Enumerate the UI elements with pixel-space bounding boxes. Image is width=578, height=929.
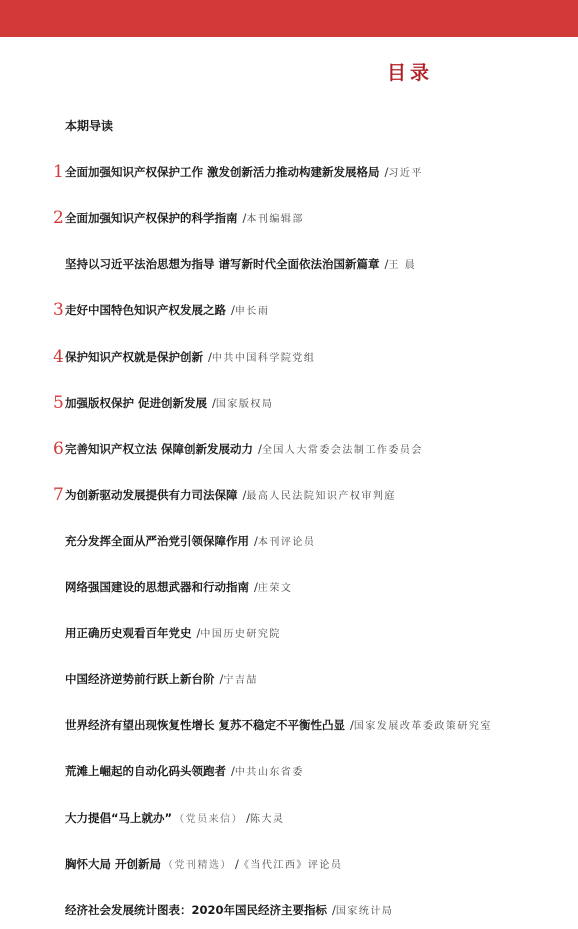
toc-item-number: 4 — [53, 346, 64, 367]
toc-item-number: 5 — [53, 392, 64, 413]
toc-item-title: 用正确历史观看百年党史 — [65, 626, 192, 641]
toc-item-separator: / — [246, 810, 250, 825]
toc-item-text — [65, 395, 273, 413]
toc-item-text — [65, 763, 304, 781]
toc-item-title: 全面加强知识产权保护工作 激发创新活力推动构建新发展格局 — [65, 165, 380, 180]
toc-item-author: 本刊编辑部 — [246, 214, 304, 226]
toc-item-text — [65, 902, 393, 920]
toc-item-author: 《当代江西》评论员 — [238, 859, 343, 871]
toc-item[interactable] — [0, 346, 578, 376]
toc-item-text — [65, 164, 423, 182]
toc-item-note: （党刊精选） — [163, 859, 233, 871]
toc-item-author: 宁吉喆 — [223, 675, 258, 687]
toc-item-title: 网络强国建设的思想武器和行动指南 — [65, 580, 249, 594]
toc-item-separator: / — [212, 395, 216, 410]
toc-item[interactable] — [0, 530, 578, 560]
toc-item-title: 充分发挥全面从严治党引领保障作用 — [65, 533, 249, 548]
toc-item-text — [65, 533, 315, 551]
toc-item-number: 7 — [53, 484, 64, 505]
toc-item-separator: / — [384, 257, 389, 272]
toc-item-author: 王 晨 — [388, 260, 417, 272]
toc-item-text — [65, 349, 315, 367]
toc-item-title: 本期导读 — [65, 119, 114, 133]
toc-item-number: 6 — [53, 438, 64, 459]
toc-item-separator: / — [235, 856, 239, 871]
page-title: 目录 — [386, 62, 433, 84]
toc-item[interactable] — [0, 207, 578, 237]
toc-item-note: （党员来信） — [174, 813, 244, 825]
toc-item[interactable] — [0, 115, 578, 145]
toc-item-text — [65, 717, 492, 735]
toc-item-author: 中国历史研究院 — [200, 629, 281, 641]
toc-item-text — [65, 118, 118, 136]
toc-item-separator: / — [384, 165, 389, 180]
toc-item-separator: / — [231, 764, 235, 779]
toc-item-author: 中共山东省委 — [234, 767, 304, 779]
toc-item-separator: / — [254, 533, 258, 548]
toc-item-text — [65, 856, 342, 874]
toc-item-title: 走好中国特色知识产权发展之路 — [65, 303, 226, 318]
toc-item-author: 本刊评论员 — [257, 536, 316, 548]
toc-item-author: 中共中国科学院党组 — [211, 352, 316, 364]
toc-item-title: 世界经济有望出现恢复性增长 复苏不稳定不平衡性凸显 — [65, 718, 346, 733]
toc-item-author: 国家统计局 — [335, 905, 394, 917]
toc-item-title: 全面加强知识产权保护的科学指南 — [65, 211, 238, 226]
toc-item-title: 完善知识产权立法 保障创新发展动力 — [65, 441, 254, 456]
toc-item-title: 加强版权保护 促进创新发展 — [65, 395, 208, 410]
toc-item-author: 国家版权局 — [215, 398, 274, 410]
toc-item-separator: / — [208, 349, 212, 364]
toc-item[interactable] — [0, 760, 578, 790]
toc-item-separator: / — [258, 441, 262, 456]
toc-item-title: 保护知识产权就是保护创新 — [65, 349, 203, 364]
toc-item-separator: / — [242, 487, 247, 502]
top-header-bar — [0, 0, 578, 37]
toc-item-number: 2 — [53, 208, 64, 229]
toc-item-author: 全国人大常委会法制工作委员会 — [261, 444, 423, 456]
toc-item-title: 经济社会发展统计图表：2020年国民经济主要指标 — [65, 902, 328, 917]
toc-item[interactable] — [0, 253, 578, 283]
toc-item[interactable] — [0, 392, 578, 422]
toc-item-text — [65, 441, 423, 459]
toc-item-title: 荒滩上崛起的自动化码头领跑者 — [65, 764, 226, 779]
toc-item-author: 习近平 — [388, 168, 423, 180]
toc-item-separator: / — [254, 580, 258, 594]
toc-item-text — [65, 579, 292, 597]
toc-item-text — [65, 671, 258, 689]
toc-item-author: 陈大灵 — [250, 813, 285, 825]
toc-item-separator: / — [196, 626, 201, 641]
toc-item-text — [65, 256, 416, 274]
toc-item-text — [65, 810, 285, 828]
toc-item-title: 中国经济逆势前行跃上新台阶 — [65, 672, 215, 687]
toc-item[interactable] — [0, 668, 578, 698]
toc-item-title: 坚持以习近平法治思想为指导 谱写新时代全面依法治国新篇章 — [65, 257, 380, 272]
toc-item-author: 庄荣文 — [257, 583, 293, 594]
toc-item-separator: / — [332, 902, 336, 917]
toc-item-title: 胸怀大局 开创新局 — [65, 856, 162, 871]
toc-item-separator: / — [242, 211, 247, 226]
toc-item-separator: / — [231, 303, 235, 318]
toc-item[interactable] — [0, 899, 578, 929]
toc-item-author: 申长雨 — [234, 306, 270, 318]
toc-item-title: 大力提倡“马上就办” — [65, 810, 173, 825]
toc-item-text — [65, 210, 304, 228]
toc-item[interactable] — [0, 714, 578, 744]
toc-item[interactable] — [0, 299, 578, 329]
toc-item-number: 1 — [53, 162, 64, 183]
toc-item[interactable] — [0, 484, 578, 514]
toc-item[interactable] — [0, 438, 578, 468]
toc-item-separator: / — [350, 718, 354, 733]
toc-item[interactable] — [0, 161, 578, 191]
toc-item-author: 国家发展改革委政策研究室 — [353, 721, 492, 733]
toc-item-author: 最高人民法院知识产权审判庭 — [246, 490, 396, 502]
toc-item-text — [65, 487, 396, 505]
toc-item-text — [65, 625, 281, 643]
toc-item-title: 为创新驱动发展提供有力司法保障 — [65, 487, 238, 502]
toc-item[interactable] — [0, 807, 578, 837]
toc-item[interactable] — [0, 622, 578, 652]
toc-item[interactable] — [0, 576, 578, 606]
toc-item[interactable] — [0, 853, 578, 883]
toc-item-separator: / — [219, 672, 224, 687]
toc-item-number: 3 — [53, 300, 64, 321]
toc-item-text — [65, 302, 269, 320]
